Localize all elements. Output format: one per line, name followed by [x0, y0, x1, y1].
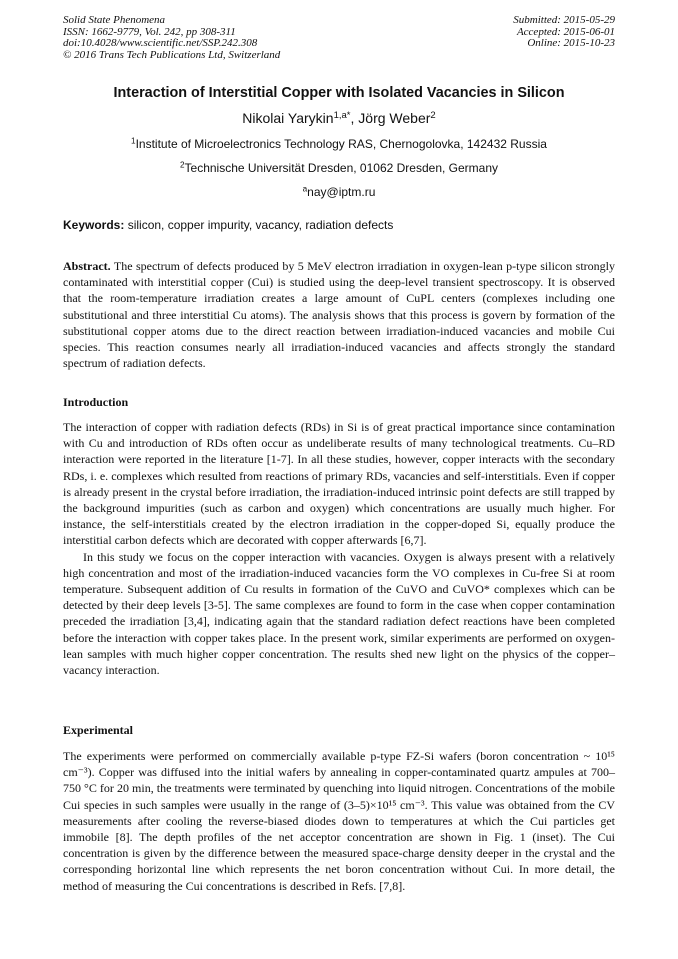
publication-dates: [513, 15, 615, 50]
keywords: [63, 218, 615, 232]
affiliation-text: Institute of Microelectronics Technology RAS, Chernogolovka, 142432 Russia: [135, 137, 547, 151]
issn-volume: ISSN: 1662-9779, Vol. 242, pp 308-311: [63, 25, 236, 38]
contact-email: [0, 185, 678, 199]
keywords-label: Keywords:: [63, 218, 125, 232]
abstract-label: Abstract.: [63, 259, 111, 273]
doi-link[interactable]: doi:10.4028/www.scientific.net/SSP.242.308: [63, 37, 258, 49]
author-affiliation-mark: 1,a*: [333, 109, 351, 121]
author-list: [0, 110, 678, 126]
affiliation-mark: 1: [131, 136, 136, 146]
paragraph: The experiments were performed on commercially available p-type FZ-Si wafers (boron concentration ~ 10¹⁵ cm⁻³). Copper was diffused into the initial wafers by annealing in copper-contaminated quartz ampules at 700–750 °C for 20 min, the treatments were terminated by quenching into liquid nitrogen. Concentrations of the mobile Cui species in such samples were usually in the range of (3–5)×10¹⁵ cm⁻³. This value was obtained from the CV measurements after cooling the reverse-biased diodes down to temperatures at which the Cui particles get immobile [8]. The depth profiles of the net acceptor concentration are shown in Fig. 1 (inset). The Cui concentration is given by the difference between the measured space-charge density deeper in the crystal and the corresponding horizontal line which represents the net boron concentration without Cui. In more detail, the method of measuring the Cui concentrations is described in Refs. [7,8].: [63, 749, 615, 893]
journal-info: [63, 15, 280, 61]
affiliation-mark: 2: [179, 160, 185, 170]
author-name: Nikolai Yarykin: [242, 110, 334, 126]
journal-name: Solid State Phenomena: [63, 14, 166, 26]
online-date: Online: 2015-10-23: [527, 37, 615, 49]
section-heading-experimental: Experimental: [63, 723, 133, 737]
email-mark: a: [302, 184, 308, 194]
copyright-notice: © 2016 Trans Tech Publications Ltd, Switzerland: [63, 48, 281, 61]
keywords-text: silicon, copper impurity, vacancy, radiation defects: [124, 218, 394, 232]
experimental-section: [63, 748, 615, 894]
accepted-date: Accepted: 2015-06-01: [516, 25, 615, 38]
submitted-date: Submitted: 2015-05-29: [513, 14, 615, 26]
introduction-section: [63, 419, 615, 678]
email-address[interactable]: nay@iptm.ru: [307, 185, 376, 199]
paragraph: In this study we focus on the copper interaction with vacancies. Oxygen is always present with a relatively high concentration and most of the irradiation-induced vacancies form the VO complexes in Cu-free Si at room temperature. Subsequent addition of Cu results in formation of the CuVO and CuVO* complexes which can be detected by their deep levels [3-5]. The same complexes are found to form in the case when copper contamination preceded the irradiation [3,4], indicating again that the standard radiation defect reactions have been completed before the interaction with copper takes place. In the present work, similar experiments are performed on oxygen-lean samples with much higher copper concentration. The results shed new light on the physics of the copper–vacancy interaction.: [63, 549, 615, 678]
paper-title: Interaction of Interstitial Copper with Isolated Vacancies in Silicon: [113, 85, 565, 101]
section-heading-introduction: Introduction: [63, 395, 129, 409]
abstract: [63, 258, 615, 371]
author-separator: ,: [350, 110, 359, 126]
author-affiliation-mark: 2: [430, 109, 436, 121]
affiliation-2: [0, 161, 678, 175]
abstract-text: The spectrum of defects produced by 5 MeV electron irradiation in oxygen-lean p-type silicon strongly contaminated with interstitial copper (Cui) is studied using the deep-level transient spectroscopy. It is observed that the room-temperature irradiation creates a large amount of CuPL centers (complexes including one substitutional and three interstitial Cu atoms). The analysis shows that this process is govern by formation of the substitutional copper atoms due to the direct reaction between irradiation-induced vacancies and mobile Cui species. This reaction consumes nearly all irradiation-induced vacancies and affects strongly the standard spectrum of radiation defects.: [63, 259, 615, 371]
paragraph: The interaction of copper with radiation defects (RDs) in Si is of great practical importance since contamination with Cu and introduction of RDs often occur as undeliberate results of many technological treatments. Cu–RD interaction were reported in the literature [1-7]. In all these studies, however, copper interacts with the secondary RDs, i. e. complexes which resulted from reactions of primary RDs, vacancies and self-interstitials. Even if copper is already present in the crystal before irradiation, the irradiation-induced intrinsic point defects are still trapped by the background impurities (such as carbon and oxygen) which concentrations are usually much higher. For instance, the self-interstitials created by the electron irradiation in the copper-doped Si, equally produce the interstitial carbon defects which are decorated with copper afterwards [6,7].: [63, 420, 615, 548]
affiliation-text: Technische Universität Dresden, 01062 Dresden, Germany: [184, 161, 499, 175]
author-name: Jörg Weber: [358, 110, 431, 126]
affiliation-1: [0, 137, 678, 151]
